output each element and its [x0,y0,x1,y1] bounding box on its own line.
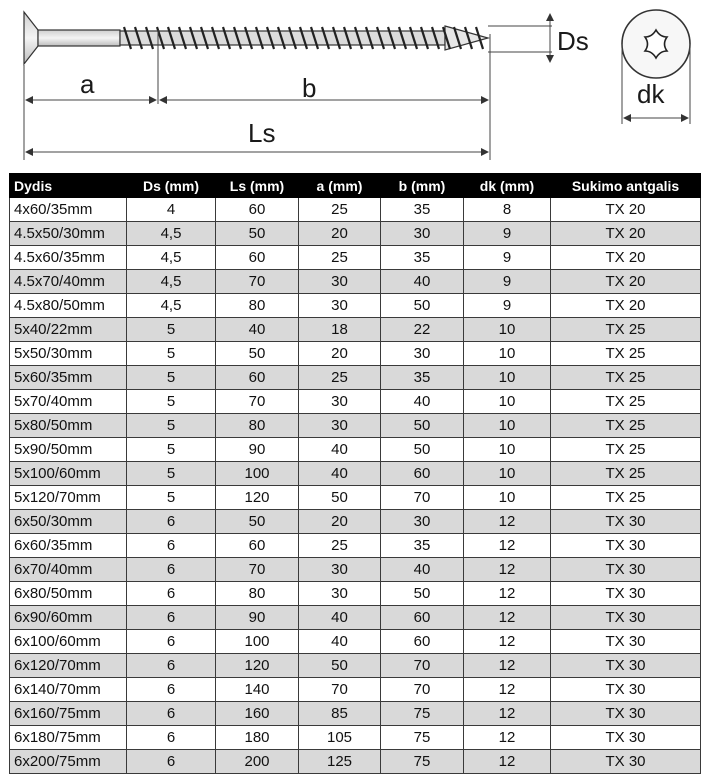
cell-size: 6x140/70mm [10,678,127,702]
cell-dk: 10 [464,486,551,510]
cell-drive: TX 30 [551,654,701,678]
cell-dk: 9 [464,222,551,246]
cell-b: 75 [381,702,464,726]
cell-size: 6x50/30mm [10,510,127,534]
cell-b: 70 [381,486,464,510]
cell-b: 35 [381,366,464,390]
cell-b: 30 [381,510,464,534]
cell-ds: 5 [127,438,216,462]
cell-ls: 50 [216,222,299,246]
cell-ds: 5 [127,318,216,342]
cell-dk: 12 [464,750,551,774]
table-row [10,198,701,222]
cell-size: 6x70/40mm [10,558,127,582]
cell-ls: 50 [216,342,299,366]
dim-label-b: b [302,73,317,103]
cell-a: 30 [299,294,381,318]
cell-drive: TX 25 [551,390,701,414]
table-row [10,750,701,774]
cell-ls: 160 [216,702,299,726]
table-row [10,246,701,270]
cell-dk: 9 [464,246,551,270]
cell-drive: TX 25 [551,366,701,390]
dim-label-ls: Ls [248,118,276,148]
cell-ds: 6 [127,678,216,702]
cell-ds: 4,5 [127,270,216,294]
cell-drive: TX 30 [551,678,701,702]
cell-drive: TX 25 [551,342,701,366]
cell-drive: TX 20 [551,198,701,222]
cell-dk: 10 [464,366,551,390]
cell-a: 40 [299,606,381,630]
dim-label-a: a [80,69,95,99]
cell-a: 20 [299,342,381,366]
cell-ds: 4,5 [127,294,216,318]
cell-size: 5x80/50mm [10,414,127,438]
cell-b: 22 [381,318,464,342]
table-row [10,582,701,606]
table-row [10,438,701,462]
header-dk: dk (mm) [464,174,551,198]
cell-dk: 8 [464,198,551,222]
cell-ds: 6 [127,606,216,630]
cell-b: 50 [381,438,464,462]
cell-size: 6x120/70mm [10,654,127,678]
cell-size: 5x120/70mm [10,486,127,510]
cell-b: 35 [381,198,464,222]
cell-drive: TX 25 [551,438,701,462]
cell-size: 6x90/60mm [10,606,127,630]
cell-ds: 4 [127,198,216,222]
cell-drive: TX 30 [551,630,701,654]
cell-size: 6x200/75mm [10,750,127,774]
cell-drive: TX 30 [551,582,701,606]
cell-size: 4.5x80/50mm [10,294,127,318]
header-drive: Sukimo antgalis [551,174,701,198]
cell-b: 75 [381,726,464,750]
cell-size: 6x100/60mm [10,630,127,654]
cell-ls: 180 [216,726,299,750]
cell-ls: 80 [216,582,299,606]
cell-dk: 12 [464,558,551,582]
cell-ls: 60 [216,198,299,222]
cell-dk: 12 [464,582,551,606]
cell-ds: 5 [127,390,216,414]
cell-ds: 6 [127,702,216,726]
cell-b: 40 [381,558,464,582]
cell-size: 5x40/22mm [10,318,127,342]
cell-size: 6x160/75mm [10,702,127,726]
cell-b: 40 [381,390,464,414]
cell-b: 35 [381,246,464,270]
table-row [10,390,701,414]
cell-drive: TX 30 [551,726,701,750]
cell-b: 50 [381,294,464,318]
cell-ls: 60 [216,534,299,558]
cell-size: 5x60/35mm [10,366,127,390]
cell-b: 60 [381,462,464,486]
cell-ls: 200 [216,750,299,774]
screw-dimension-diagram [0,0,712,172]
cell-b: 40 [381,270,464,294]
cell-ls: 100 [216,630,299,654]
cell-a: 25 [299,366,381,390]
cell-a: 70 [299,678,381,702]
table-row [10,702,701,726]
table-row [10,222,701,246]
cell-drive: TX 20 [551,222,701,246]
cell-ls: 60 [216,366,299,390]
cell-a: 105 [299,726,381,750]
table-row [10,270,701,294]
cell-a: 50 [299,486,381,510]
table-row [10,606,701,630]
cell-ls: 70 [216,558,299,582]
cell-ls: 120 [216,654,299,678]
cell-dk: 9 [464,270,551,294]
cell-ds: 5 [127,414,216,438]
cell-b: 35 [381,534,464,558]
cell-ls: 80 [216,294,299,318]
cell-drive: TX 30 [551,510,701,534]
cell-dk: 12 [464,678,551,702]
cell-drive: TX 20 [551,270,701,294]
table-row [10,678,701,702]
cell-drive: TX 25 [551,462,701,486]
cell-dk: 9 [464,294,551,318]
cell-size: 4.5x60/35mm [10,246,127,270]
dim-label-ds: Ds [557,26,589,56]
cell-ds: 6 [127,510,216,534]
cell-a: 20 [299,510,381,534]
cell-size: 6x80/50mm [10,582,127,606]
cell-a: 25 [299,534,381,558]
cell-a: 50 [299,654,381,678]
table-row [10,630,701,654]
cell-dk: 12 [464,606,551,630]
cell-ds: 6 [127,534,216,558]
cell-a: 85 [299,702,381,726]
cell-drive: TX 25 [551,486,701,510]
cell-a: 30 [299,558,381,582]
cell-b: 70 [381,678,464,702]
cell-a: 40 [299,438,381,462]
cell-ls: 90 [216,438,299,462]
dim-label-dk: dk [637,79,665,109]
cell-dk: 12 [464,702,551,726]
cell-ds: 6 [127,750,216,774]
cell-a: 125 [299,750,381,774]
cell-size: 4.5x50/30mm [10,222,127,246]
header-a: a (mm) [299,174,381,198]
cell-dk: 12 [464,534,551,558]
table-row [10,726,701,750]
cell-b: 30 [381,342,464,366]
table-row [10,462,701,486]
cell-size: 5x100/60mm [10,462,127,486]
cell-ls: 60 [216,246,299,270]
cell-ls: 90 [216,606,299,630]
header-ds: Ds (mm) [127,174,216,198]
cell-drive: TX 25 [551,414,701,438]
cell-ds: 5 [127,342,216,366]
cell-size: 5x50/30mm [10,342,127,366]
cell-b: 70 [381,654,464,678]
cell-drive: TX 30 [551,606,701,630]
table-body [10,198,701,774]
cell-ds: 4,5 [127,222,216,246]
table-row [10,558,701,582]
cell-dk: 10 [464,318,551,342]
cell-ds: 6 [127,582,216,606]
table-row [10,486,701,510]
table-row [10,534,701,558]
screw-spec-table [9,173,701,774]
cell-dk: 10 [464,462,551,486]
cell-ls: 140 [216,678,299,702]
table-row [10,510,701,534]
cell-ds: 4,5 [127,246,216,270]
cell-b: 60 [381,630,464,654]
table-row [10,414,701,438]
cell-b: 50 [381,414,464,438]
cell-ls: 100 [216,462,299,486]
table-row [10,294,701,318]
cell-a: 30 [299,270,381,294]
table-row [10,342,701,366]
cell-ls: 120 [216,486,299,510]
header-b: b (mm) [381,174,464,198]
table-row [10,654,701,678]
cell-dk: 12 [464,654,551,678]
cell-drive: TX 20 [551,294,701,318]
cell-ls: 70 [216,390,299,414]
cell-dk: 12 [464,726,551,750]
header-ls: Ls (mm) [216,174,299,198]
cell-size: 6x60/35mm [10,534,127,558]
cell-ls: 40 [216,318,299,342]
table-row [10,318,701,342]
cell-a: 25 [299,246,381,270]
cell-dk: 12 [464,630,551,654]
cell-drive: TX 30 [551,750,701,774]
cell-ls: 80 [216,414,299,438]
cell-drive: TX 20 [551,246,701,270]
cell-b: 30 [381,222,464,246]
cell-a: 40 [299,462,381,486]
cell-b: 75 [381,750,464,774]
cell-b: 60 [381,606,464,630]
table-row [10,366,701,390]
cell-b: 50 [381,582,464,606]
cell-ls: 50 [216,510,299,534]
cell-size: 5x70/40mm [10,390,127,414]
cell-dk: 10 [464,390,551,414]
cell-a: 25 [299,198,381,222]
cell-dk: 10 [464,342,551,366]
cell-ds: 5 [127,462,216,486]
cell-size: 5x90/50mm [10,438,127,462]
cell-size: 4.5x70/40mm [10,270,127,294]
cell-a: 18 [299,318,381,342]
screw-drawing [24,12,488,64]
cell-a: 30 [299,414,381,438]
cell-a: 20 [299,222,381,246]
cell-ds: 6 [127,726,216,750]
cell-drive: TX 30 [551,558,701,582]
cell-drive: TX 25 [551,318,701,342]
cell-dk: 10 [464,438,551,462]
cell-a: 40 [299,630,381,654]
cell-dk: 12 [464,510,551,534]
cell-ds: 5 [127,366,216,390]
table-header-row [10,174,701,198]
cell-ds: 6 [127,654,216,678]
cell-ls: 70 [216,270,299,294]
cell-ds: 6 [127,558,216,582]
cell-a: 30 [299,582,381,606]
cell-drive: TX 30 [551,702,701,726]
cell-a: 30 [299,390,381,414]
cell-ds: 6 [127,630,216,654]
cell-drive: TX 30 [551,534,701,558]
header-size: Dydis [10,174,127,198]
cell-dk: 10 [464,414,551,438]
cell-ds: 5 [127,486,216,510]
cell-size: 4x60/35mm [10,198,127,222]
cell-size: 6x180/75mm [10,726,127,750]
